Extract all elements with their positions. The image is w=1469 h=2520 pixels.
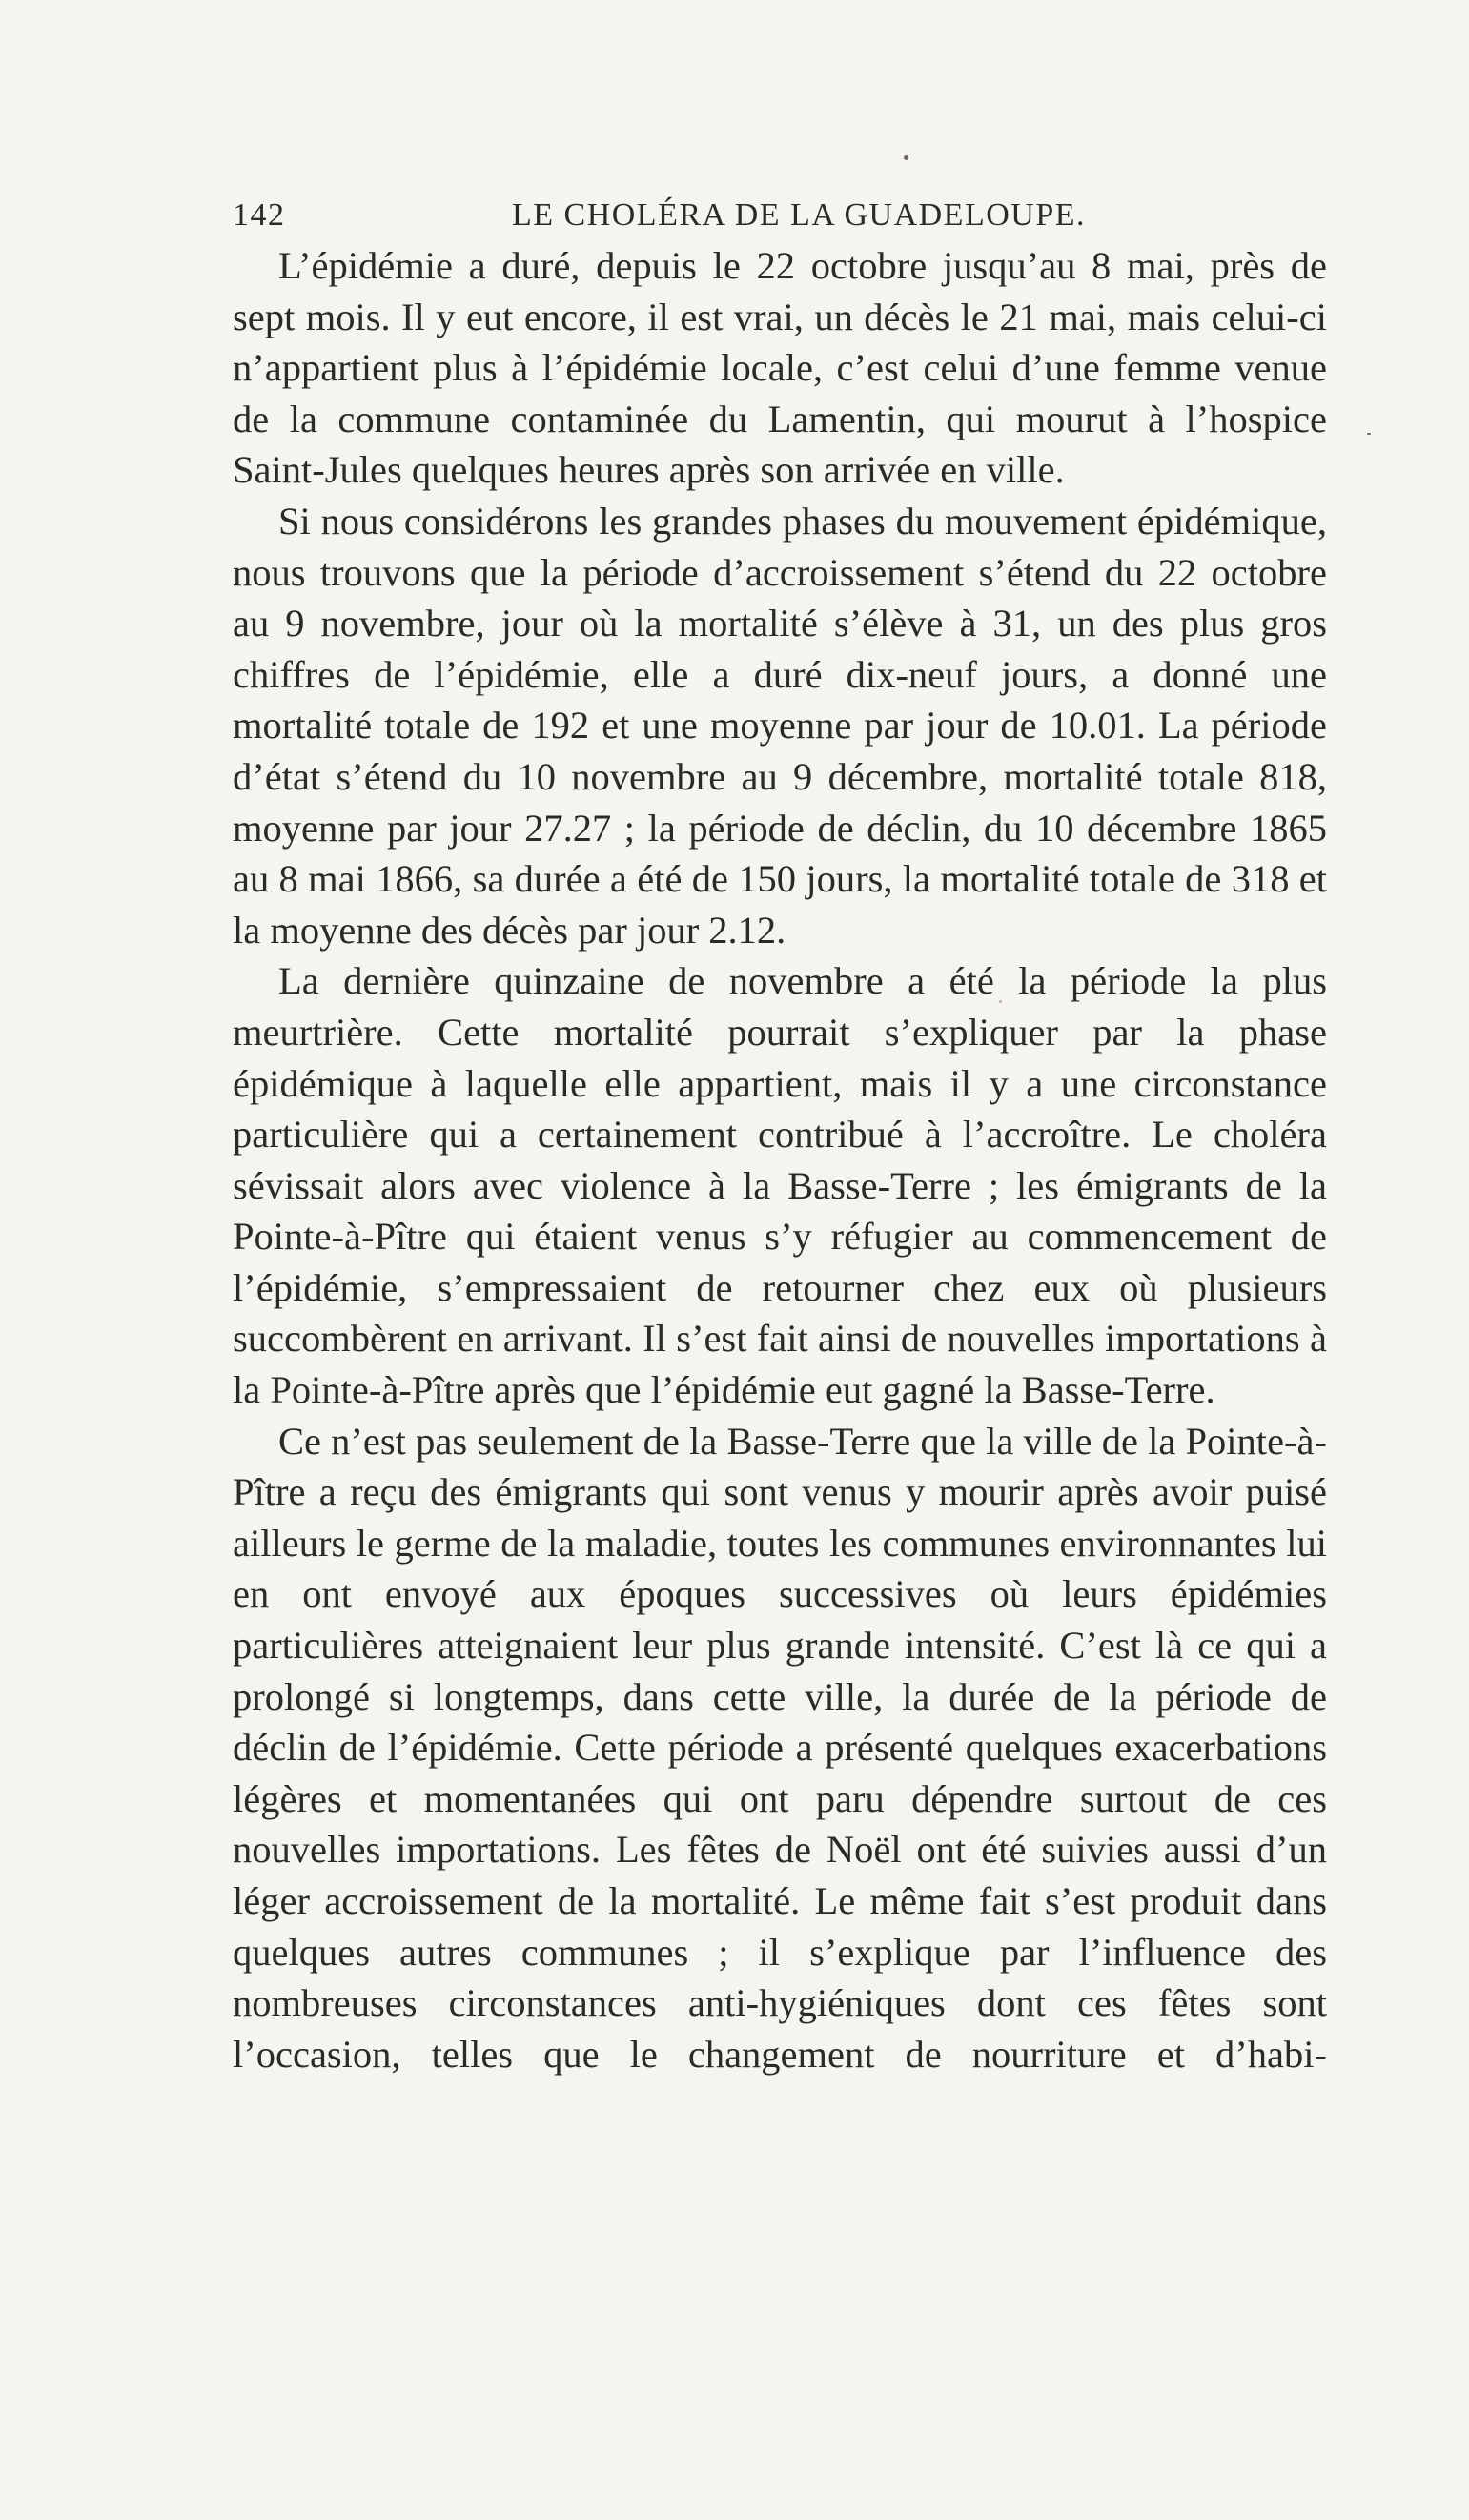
page-text — [233, 191, 1327, 2080]
ink-speck — [1367, 433, 1371, 435]
paragraph-4: Ce n’est pas seulement de la Basse-Terre que la ville de la Pointe-à-Pître a reçu des émigrants qui sont venus y mourir après avoir puisé ailleurs le germe de la maladie, toutes les communes environnantes lui en ont envoyé aux époques successives où leurs épidémies particulières atteignaient leur plus grande intensité. C’est là ce qui a prolongé si longtemps, dans cette ville, la durée de la période de déclin de l’épidémie. Cette période a présenté quelques exacerbations légères et momentanées qui ont paru dépendre surtout de ces nouvelles importations. Les fêtes de Noël ont été suivies aussi d’un léger accroissement de la mortalité. Le même fait s’est produit dans quelques autres communes ; il s’explique par l’influence des nombreuses circonstances anti-hygiéniques dont ces fêtes sont l’occasion, telles que le changement de nourriture et d’habi- — [233, 1419, 1327, 2076]
page-number: 142 — [233, 197, 286, 233]
running-title: LE CHOLÉRA DE LA GUADELOUPE. — [511, 197, 1087, 233]
ink-speck — [904, 155, 908, 160]
running-header — [233, 191, 1327, 240]
paragraph-1: L’épidémie a duré, depuis le 22 octobre jusqu’au 8 mai, près de sept mois. Il y eut encore, il est vrai, un décès le 21 mai, mais celui-ci n’appartient plus à l’épidémie locale, c’est celui d’une femme venue de la commune contaminée du Lamentin, qui mourut à l’hospice Saint-Jules quelques heures après son arrivée en ville. — [233, 244, 1327, 492]
paragraph-2: Si nous considérons les grandes phases du mouvement épidémique, nous trouvons que la période d’accroissement s’étend du 22 octobre au 9 novembre, jour où la mortalité s’élève à 31, un des plus gros chiffres de l’épidémie, elle a duré dix-neuf jours, a donné une mortalité totale de 192 et une moyenne par jour de 10.01. La période d’état s’étend du 10 novembre au 9 décembre, mortalité totale 818, moyenne par jour 27.27 ; la période de déclin, du 10 décembre 1865 au 8 mai 1866, sa durée a été de 150 jours, la mortalité totale de 318 et la moyenne des décès par jour 2.12. — [233, 499, 1327, 952]
paragraph-3: La dernière quinzaine de novembre a été la période la plus meurtrière. Cette mortalité pourrait s’expliquer par la phase épidémique à laquelle elle appartient, mais il y a une circonstance particulière qui a certainement contribué à l’accroître. Le choléra sévissait alors avec violence à la Basse-Terre ; les émigrants de la Pointe-à-Pître qui étaient venus s’y réfugier au commencement de l’épidémie, s’empressaient de retourner chez eux où plusieurs succombèrent en arrivant. Il s’est fait ainsi de nouvelles importations à la Pointe-à-Pître après que l’épidémie eut gagné la Basse-Terre. — [233, 959, 1327, 1412]
